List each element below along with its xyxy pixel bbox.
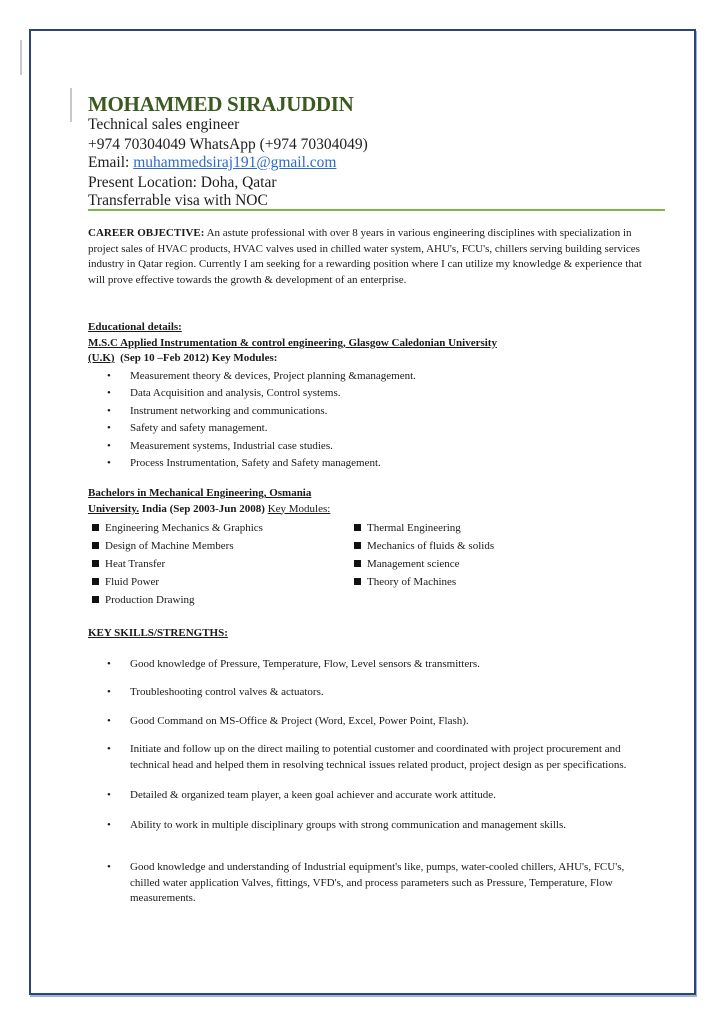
skill-item: • Troubleshooting control valves & actuators. xyxy=(88,685,648,701)
objective-label: CAREER OBJECTIVE: xyxy=(88,227,205,239)
skill-item: • Good Command on MS-Office & Project (Word, Excel, Power Point, Flash). xyxy=(88,714,648,730)
msc-degree: M.S.C Applied Instrumentation & control engineering, Glasgow Caledonian University xyxy=(88,336,497,349)
key-modules-label: Key Modules: xyxy=(267,502,331,515)
location-line: Present Location: Doha, Qatar xyxy=(88,174,277,191)
skill-item: • Good knowledge of Pressure, Temperature, Flow, Level sensors & transmitters. xyxy=(88,657,648,673)
visa-line: Transferrable visa with NOC xyxy=(88,192,268,209)
msc-modules xyxy=(88,368,648,473)
list-item: • Measurement systems, Industrial case studies. xyxy=(88,438,648,456)
bachelors-details xyxy=(88,502,648,518)
bullet-icon: • xyxy=(107,658,111,670)
modules-left-column xyxy=(88,519,350,609)
list-item: Design of Machine Members xyxy=(88,537,350,555)
list-item: Thermal Engineering xyxy=(350,519,612,537)
bachelors-degree: Bachelors in Mechanical Engineering, Osmania xyxy=(88,487,312,499)
skill-item: • Good knowledge and understanding of Industrial equipment's like, pumps, water-cooled chillers, AHU's, FCU's, chilled water application Valves, fittings, VFD's, and process parameters such as Pressure, Temperature, Flow measurements. xyxy=(107,861,625,904)
list-item: Heat Transfer xyxy=(88,555,350,573)
skill-item: • Ability to work in multiple disciplinary groups with strong communication and management skills. xyxy=(88,818,648,834)
modules-right-column xyxy=(350,519,612,609)
email-line xyxy=(88,153,336,173)
bullet-icon: • xyxy=(107,715,111,727)
phone-line: +974 70304049 WhatsApp (+974 70304049) xyxy=(88,136,368,153)
bullet-icon: • xyxy=(107,686,111,698)
list-item: Mechanics of fluids & solids xyxy=(350,537,612,555)
education-section xyxy=(88,320,648,473)
education-heading: Educational details: xyxy=(88,321,182,333)
skill-item: • Initiate and follow up on the direct mailing to potential customer and coordinated with project procurement and technical head and helped them in resolving technical issues related product, project design as per specifications. xyxy=(107,743,627,771)
list-item: • Safety and safety management. xyxy=(88,420,648,438)
list-item: Production Drawing xyxy=(88,591,350,609)
objective-text: An astute professional with over 8 years in various engineering disciplines with specialization in project sales of HVAC products, HVAC valves used in chilled water system, AHU's, FCU's, chillers serving building services industry in Qatar region. Currently I am seeking for a rewarding position where I can utilize my knowledge & experience that will prove effective towards the growth & development of an enterprise. xyxy=(88,227,642,286)
career-objective xyxy=(88,226,648,288)
skill-item: • Detailed & organized team player, a keen goal achiever and accurate work attitude. xyxy=(88,788,648,804)
bachelors-modules xyxy=(88,519,648,609)
list-item: • Data Acquisition and analysis, Control systems. xyxy=(88,385,648,403)
list-item: Fluid Power xyxy=(88,573,350,591)
msc-dates: (Sep 10 –Feb 2012) Key Modules: xyxy=(114,352,278,364)
list-item: • Process Instrumentation, Safety and Safety management. xyxy=(88,455,648,473)
list-item: Theory of Machines xyxy=(350,573,612,591)
bachelors-university: University. xyxy=(88,502,140,515)
email-link[interactable]: muhammedsiraj191@gmail.com xyxy=(133,154,337,171)
list-item: • Measurement theory & devices, Project planning &management. xyxy=(88,368,648,386)
skills-heading: KEY SKILLS/STRENGTHS: xyxy=(88,627,228,639)
list-item: • Instrument networking and communications. xyxy=(88,403,648,421)
list-item: Engineering Mechanics & Graphics xyxy=(88,519,350,537)
candidate-name: MOHAMMED SIRAJUDDIN xyxy=(88,92,354,116)
bullet-icon: • xyxy=(107,789,111,801)
bullet-icon: • xyxy=(107,861,111,873)
bullet-icon: • xyxy=(107,743,111,755)
header-divider xyxy=(88,209,665,211)
bachelors-dates: India (Sep 2003-Jun 2008) xyxy=(139,502,265,515)
skills-section xyxy=(88,626,648,642)
msc-country: (U.K) xyxy=(88,352,115,364)
bachelors-section xyxy=(88,486,648,609)
page-margin-marker xyxy=(20,40,22,75)
list-item: Management science xyxy=(350,555,612,573)
email-label: Email: xyxy=(88,154,134,171)
bullet-icon: • xyxy=(107,819,111,831)
msc-details xyxy=(88,351,648,367)
job-title: Technical sales engineer xyxy=(88,116,240,133)
